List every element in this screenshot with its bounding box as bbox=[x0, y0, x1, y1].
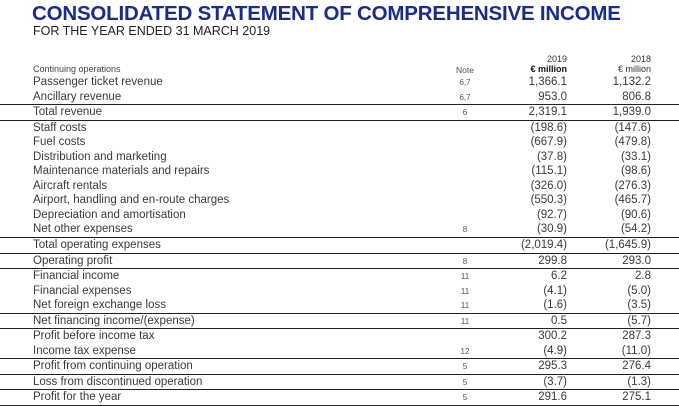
table-row bbox=[0, 284, 679, 299]
value-2018: (3.5) bbox=[627, 299, 651, 312]
table-row bbox=[0, 254, 679, 270]
year-2019-label: 2019 bbox=[546, 54, 567, 64]
table-row bbox=[0, 90, 679, 106]
value-2019: (92.7) bbox=[536, 208, 567, 221]
table-row bbox=[0, 375, 679, 391]
value-2019: (667.9) bbox=[530, 136, 567, 149]
table-row bbox=[0, 150, 679, 165]
value-2018: 293.0 bbox=[622, 254, 651, 267]
row-label: Profit from continuing operation bbox=[33, 360, 193, 373]
row-label: Net financing income/(expense) bbox=[33, 314, 195, 327]
table-row bbox=[0, 193, 679, 208]
row-note: 5 bbox=[462, 362, 468, 372]
row-note: 6,7 bbox=[459, 92, 471, 102]
table-row bbox=[0, 75, 679, 90]
table-row bbox=[0, 344, 679, 360]
value-2019: 2,319.1 bbox=[528, 106, 567, 119]
value-2019: (4.9) bbox=[543, 344, 567, 357]
value-2018: (5.7) bbox=[627, 314, 651, 327]
table-row bbox=[0, 121, 679, 136]
table-row bbox=[0, 298, 679, 314]
value-2019: (4.1) bbox=[543, 284, 567, 297]
table-row bbox=[0, 208, 679, 223]
column-header-2019 bbox=[520, 54, 567, 74]
row-note: 11 bbox=[460, 301, 470, 311]
row-label: Depreciation and amortisation bbox=[33, 208, 186, 221]
row-note: 11 bbox=[460, 286, 470, 296]
value-2018: 275.1 bbox=[622, 391, 651, 404]
row-label: Total revenue bbox=[33, 106, 103, 119]
value-2019: 0.5 bbox=[551, 314, 567, 327]
row-label: Ancillary revenue bbox=[33, 90, 122, 103]
row-note: 5 bbox=[462, 393, 468, 403]
column-header-2018 bbox=[600, 54, 651, 74]
page-subtitle: FOR THE YEAR ENDED 31 MARCH 2019 bbox=[33, 24, 271, 38]
value-2018: (147.6) bbox=[614, 121, 651, 134]
table-row bbox=[0, 164, 679, 179]
table-row bbox=[0, 135, 679, 150]
value-2018: (479.8) bbox=[614, 136, 651, 149]
value-2018: (1.3) bbox=[627, 375, 651, 388]
value-2019: (550.3) bbox=[530, 194, 567, 207]
value-2019: (326.0) bbox=[530, 179, 567, 192]
row-label: Staff costs bbox=[33, 121, 87, 134]
value-2019: (37.8) bbox=[536, 150, 567, 163]
row-note: 11 bbox=[460, 272, 470, 282]
row-note: 12 bbox=[460, 346, 470, 356]
row-note: 6 bbox=[462, 108, 468, 118]
row-label: Income tax expense bbox=[33, 344, 136, 357]
value-2018: 806.8 bbox=[622, 90, 651, 103]
value-2018: 1,939.0 bbox=[612, 106, 651, 119]
row-label: Financial income bbox=[33, 270, 120, 283]
value-2019: (115.1) bbox=[531, 165, 567, 178]
section-label: Continuing operations bbox=[33, 64, 121, 74]
row-label: Net other expenses bbox=[33, 223, 133, 236]
value-2018: (90.6) bbox=[620, 208, 651, 221]
table-row bbox=[0, 179, 679, 194]
value-2019: 299.8 bbox=[538, 254, 567, 267]
table-row bbox=[0, 359, 679, 375]
income-statement-table bbox=[0, 75, 679, 406]
row-label: Passenger ticket revenue bbox=[33, 76, 163, 88]
row-label: Financial expenses bbox=[33, 284, 132, 297]
row-note: 11 bbox=[460, 316, 470, 326]
table-row bbox=[0, 105, 679, 121]
value-2018: (98.6) bbox=[620, 165, 651, 178]
value-2018: (54.2) bbox=[620, 223, 651, 236]
page-title: CONSOLIDATED STATEMENT OF COMPREHENSIVE INCOME bbox=[32, 2, 621, 25]
row-label: Profit for the year bbox=[33, 391, 122, 404]
value-2018: (5.0) bbox=[627, 284, 651, 297]
value-2018: (276.3) bbox=[614, 179, 651, 192]
value-2019: 295.3 bbox=[538, 360, 567, 373]
value-2019: 6.2 bbox=[551, 270, 567, 283]
value-2019: (198.6) bbox=[530, 121, 567, 134]
row-label: Fuel costs bbox=[33, 136, 86, 149]
row-note: 8 bbox=[462, 256, 468, 266]
value-2019: 291.6 bbox=[538, 391, 567, 404]
value-2019: (2,019.4) bbox=[520, 239, 567, 252]
value-2019: 1,366.1 bbox=[528, 76, 567, 88]
value-2019: (1.6) bbox=[543, 299, 567, 312]
value-2019: 953.0 bbox=[538, 90, 567, 103]
row-label: Operating profit bbox=[33, 254, 113, 267]
row-note: 6,7 bbox=[459, 78, 471, 87]
value-2018: (1,645.9) bbox=[604, 239, 651, 252]
row-label: Net foreign exchange loss bbox=[33, 299, 166, 312]
unit-2019-label: € million bbox=[530, 64, 567, 74]
value-2018: (33.1) bbox=[620, 150, 651, 163]
row-label: Total operating expenses bbox=[33, 239, 161, 252]
row-label: Profit before income tax bbox=[33, 330, 155, 343]
value-2018: (465.7) bbox=[614, 194, 651, 207]
table-row bbox=[0, 269, 679, 284]
unit-2018-label: € million bbox=[617, 64, 651, 74]
value-2018: (11.0) bbox=[621, 344, 651, 357]
value-2019: (3.7) bbox=[543, 375, 567, 388]
row-label: Loss from discontinued operation bbox=[33, 375, 203, 388]
value-2018: 2.8 bbox=[635, 270, 651, 283]
table-row bbox=[0, 329, 679, 344]
row-label: Distribution and marketing bbox=[33, 150, 167, 163]
table-row bbox=[0, 238, 679, 254]
row-label: Maintenance materials and repairs bbox=[33, 165, 210, 178]
value-2019: 300.2 bbox=[538, 330, 567, 343]
table-row bbox=[0, 314, 679, 330]
value-2019: (30.9) bbox=[536, 223, 567, 236]
row-note: 5 bbox=[462, 377, 468, 387]
table-row bbox=[0, 222, 679, 238]
value-2018: 287.3 bbox=[622, 330, 651, 343]
row-label: Airport, handling and en-route charges bbox=[33, 194, 230, 207]
year-2018-label: 2018 bbox=[630, 54, 651, 64]
row-note: 8 bbox=[462, 225, 468, 235]
table-row bbox=[0, 390, 679, 406]
row-label: Aircraft rentals bbox=[33, 179, 108, 192]
note-column-header: Note bbox=[456, 65, 474, 75]
value-2018: 1,132.2 bbox=[612, 76, 651, 88]
value-2018: 276.4 bbox=[622, 360, 651, 373]
